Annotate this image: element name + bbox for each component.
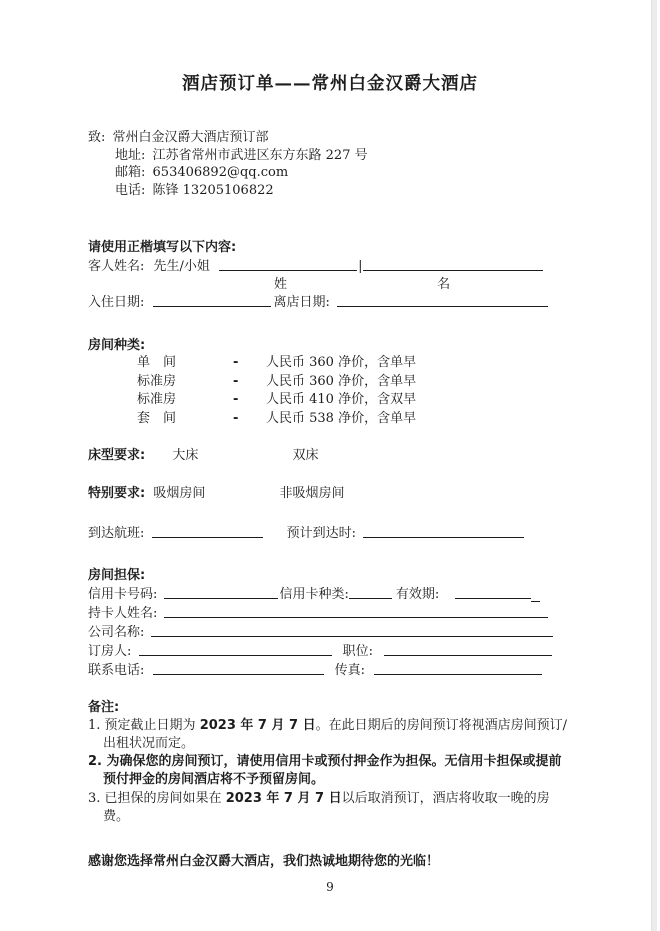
guest-title-options: 先生/小姐: [153, 258, 210, 274]
note-text: 为确保您的房间预订，请使用信用卡或预付押金作为担保。无信用卡担保或提前预付押金的房间酒店将不予预留房间。: [103, 754, 562, 788]
room-name: 标准房: [137, 392, 177, 408]
room-name: 单 间: [137, 355, 177, 371]
card-number-label: 信用卡号码:: [88, 587, 158, 603]
recipient-email-label: 邮箱:: [115, 165, 146, 181]
position-label: 职位:: [342, 644, 374, 660]
checkin-blank-field: [153, 294, 271, 307]
note-deadline-date: 2023 年 7 月 7 日: [199, 717, 316, 733]
fill-instructions: 请使用正楷填写以下内容:: [88, 240, 237, 256]
non-smoking-option: 非吸烟房间: [279, 485, 345, 501]
checkout-blank-field: [337, 294, 548, 307]
page-right-border: [651, 0, 657, 931]
note-item-1: [88, 717, 570, 753]
eta-label: 预计到达时:: [286, 525, 357, 541]
special-request-label: 特别要求:: [88, 485, 146, 501]
room-name: 标准房: [137, 373, 177, 389]
given-name-sublabel: 名: [437, 276, 451, 292]
card-type-label: 信用卡种类:: [279, 587, 349, 603]
bed-type-row: [88, 447, 660, 465]
card-holder-blank-field: [164, 605, 548, 618]
special-request-row: [88, 485, 660, 503]
bed-option-twin: 双床: [292, 447, 319, 463]
guarantee-section: [88, 567, 660, 681]
room-types-header: 房间种类:: [88, 337, 146, 353]
recipient-phone-label: 电话:: [115, 182, 146, 198]
thanks-message: 感谢您选择常州白金汉爵大酒店，我们热诚地期待您的光临！: [88, 853, 440, 869]
recipient-block: [88, 129, 660, 199]
recipient-address-line: [115, 147, 660, 165]
page-title: 酒店预订单——常州白金汉爵大酒店: [182, 74, 478, 94]
booker-blank-field: [139, 643, 332, 656]
card-number-blank-field: [164, 586, 278, 599]
company-row: [88, 623, 660, 642]
note-text: 已担保的房间如果在: [104, 790, 226, 806]
eta-blank-field: [363, 525, 524, 538]
contact-phone-blank-field: [153, 662, 324, 675]
note-number: 2.: [88, 754, 102, 770]
recipient-to-label: 致:: [88, 130, 106, 145]
flight-label: 到达航班:: [88, 525, 145, 541]
notes-section: [88, 699, 570, 826]
guest-name-row: [88, 257, 660, 276]
recipient-to-line: [88, 129, 660, 147]
note-item-3: [88, 790, 570, 826]
room-price-desc: 人民币 360 净价，含单早: [266, 355, 417, 371]
room-dash: -: [233, 392, 239, 408]
note-number: 3.: [88, 790, 101, 806]
room-row: [88, 354, 660, 372]
fax-label: 传真:: [334, 663, 366, 679]
recipient-to-value: 常州白金汉爵大酒店预订部: [112, 130, 269, 145]
room-row: [88, 373, 660, 391]
card-number-row: [88, 585, 660, 604]
note-item-2: [88, 753, 570, 789]
contact-phone-label: 联系电话:: [88, 663, 145, 679]
recipient-email-line: [115, 164, 660, 182]
expiry-label: 有效期:: [395, 587, 440, 603]
flight-blank-field: [152, 525, 263, 538]
booker-label: 订房人:: [88, 644, 132, 660]
fill-section: [88, 239, 660, 311]
contact-phone-row: [88, 661, 660, 680]
recipient-phone-line: [115, 182, 660, 200]
dates-row: [88, 293, 660, 312]
room-types-section: [88, 337, 660, 428]
note-cancel-date: 2023 年 7 月 7 日: [225, 790, 342, 806]
room-row: [88, 410, 660, 428]
surname-blank-field: [219, 258, 357, 271]
room-row: [88, 391, 660, 409]
company-blank-field: [151, 624, 553, 637]
guest-name-label: 客人姓名:: [88, 258, 145, 274]
surname-sublabel: 姓: [274, 276, 288, 292]
card-holder-row: [88, 604, 660, 623]
room-price-desc: 人民币 538 净价，含单早: [266, 410, 417, 426]
recipient-email-value: 653406892@qq.com: [152, 165, 289, 181]
checkin-label: 入住日期:: [88, 295, 145, 311]
expiry-blank-tail: [531, 589, 540, 602]
bed-option-king: 大床: [172, 447, 199, 463]
arrival-row: [88, 524, 660, 543]
expiry-blank-field: [455, 586, 531, 599]
bed-type-label: 床型要求:: [88, 447, 146, 463]
name-sublabels-row: [88, 276, 660, 294]
note-number: 1.: [88, 717, 101, 733]
booker-row: [88, 642, 660, 661]
note-text: 以后取消预订，酒店将收取一晚的房费。: [103, 790, 550, 824]
card-type-blank-field: [349, 586, 392, 599]
note-text: 。在此日期后的房间预订将视酒店房间预订/出租状况而定。: [103, 717, 567, 751]
notes-header: 备注:: [88, 699, 120, 715]
name-separator: |: [358, 258, 363, 274]
recipient-address-label: 地址:: [115, 147, 146, 163]
page-number: 9: [326, 879, 334, 894]
note-text: 预定截止日期为: [104, 717, 200, 733]
room-price-desc: 人民币 360 净价，含单早: [266, 373, 417, 389]
guarantee-header: 房间担保:: [88, 567, 146, 583]
fax-blank-field: [374, 662, 542, 675]
room-price-desc: 人民币 410 净价，含双早: [266, 392, 417, 408]
smoking-option: 吸烟房间: [153, 485, 206, 501]
position-blank-field: [384, 643, 552, 656]
given-name-blank-field: [363, 258, 543, 271]
room-dash: -: [233, 410, 239, 426]
card-holder-label: 持卡人姓名:: [88, 606, 158, 622]
recipient-address-value: 江苏省常州市武进区东方东路 227 号: [152, 147, 368, 163]
room-dash: -: [233, 373, 239, 389]
recipient-phone-value: 陈锋 13205106822: [152, 182, 274, 198]
checkout-label: 离店日期:: [273, 295, 330, 311]
company-label: 公司名称:: [88, 625, 145, 641]
room-name: 套 间: [137, 410, 177, 426]
room-dash: -: [233, 355, 239, 371]
